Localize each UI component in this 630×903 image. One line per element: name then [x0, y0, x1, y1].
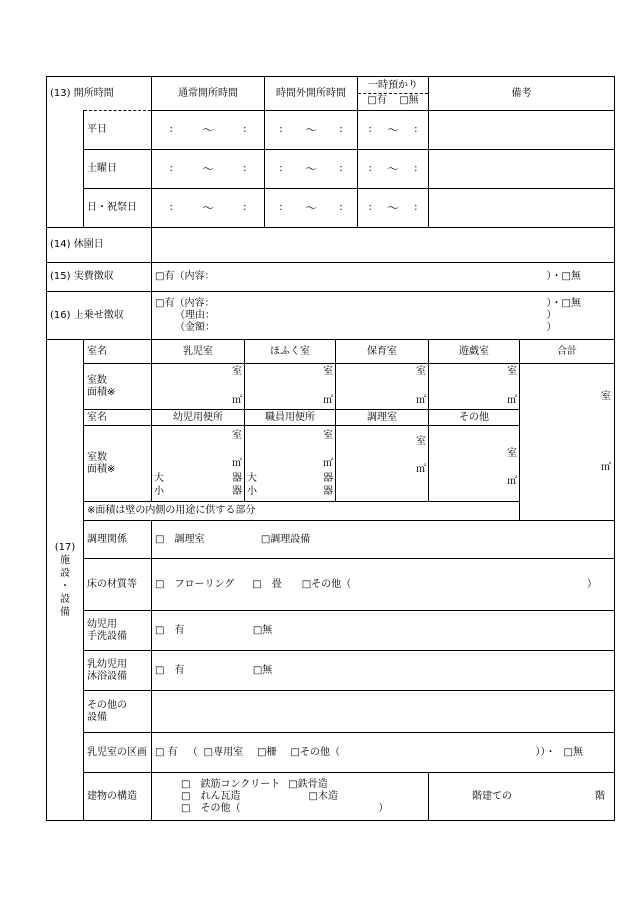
holiday-normal-time[interactable]: : ～ :	[152, 189, 265, 228]
col-temporary-care	[358, 77, 429, 111]
section-15-label: (15) 実費徴収	[47, 263, 152, 292]
structure-other-checkbox[interactable]: □ その他（	[181, 802, 241, 814]
room-staff-toilet: 職員用便所	[245, 410, 336, 426]
row-holiday-label: 日・祝祭日	[84, 189, 152, 228]
section-17-label: (17) 施 設 ・ 設 備	[47, 340, 84, 821]
saturday-normal-time[interactable]: : ～ :	[152, 150, 265, 189]
floor-other-checkbox[interactable]: □その他（	[301, 578, 352, 590]
col-remarks: 備考	[429, 77, 615, 111]
infant-room-other-checkbox[interactable]: □その他（	[290, 746, 340, 758]
handwash-field	[152, 611, 615, 651]
bath-no-checkbox[interactable]: □無	[252, 664, 273, 676]
infant-room-fence-checkbox[interactable]: □柵	[257, 746, 277, 758]
weekday-after-time[interactable]: : ～ :	[265, 111, 358, 150]
infant-room-dedicated-checkbox[interactable]: □専用室	[203, 746, 244, 758]
structure-field: □ 鉄筋コンクリート □鉄骨造 □ れん瓦造 □木造 □ その他（ ）	[152, 773, 429, 821]
floor-flooring-checkbox[interactable]: □ フローリング	[155, 578, 235, 590]
holiday-after-time[interactable]: : ～ :	[265, 189, 358, 228]
col-normal-hours: 通常開所時間	[152, 77, 265, 111]
room-infant: 乳児室	[152, 340, 245, 364]
floor-label: 床の材質等	[84, 559, 152, 611]
handwash-no-checkbox[interactable]: □無	[252, 624, 273, 636]
handwash-label: 幼児用 手洗設備	[84, 611, 152, 651]
floors-field[interactable]: 階建ての 階	[429, 773, 615, 821]
col-after-hours: 時間外開所時間	[265, 77, 358, 111]
actual-cost-no[interactable]: ）・□無	[546, 271, 581, 282]
total-count-area[interactable]: 室 ㎡	[520, 364, 615, 521]
infant-room-no-checkbox[interactable]: □無	[563, 746, 583, 758]
floor-tatami-checkbox[interactable]: □ 畳	[252, 578, 282, 590]
staff-toilet-count-area[interactable]: 室 ㎡ 大 器 小 器	[245, 426, 336, 502]
facility-form-table	[46, 76, 615, 821]
count-area-label-2: 室数 面積※	[84, 426, 152, 502]
holiday-remarks[interactable]	[429, 189, 615, 228]
weekday-normal-time[interactable]: : ～ :	[152, 111, 265, 150]
saturday-temp-time[interactable]: : ～ :	[358, 150, 429, 189]
nursery-count-area[interactable]: 室 ㎡	[336, 364, 429, 410]
floor-field: □ フローリング □ 畳 □その他（ ）	[152, 559, 615, 611]
cooking-label: 調理関係	[84, 521, 152, 559]
count-area-label: 室数 面積※	[84, 364, 152, 410]
extra-fee-amount[interactable]: （金額：	[175, 321, 215, 333]
cooking-kitchen-checkbox[interactable]: □ 調理室	[155, 533, 205, 545]
structure-steel-checkbox[interactable]: □鉄骨造	[288, 778, 328, 790]
section-14-label: (14) 休園日	[47, 228, 152, 263]
structure-wood-checkbox[interactable]: □木造	[308, 790, 338, 802]
playroom-count-area[interactable]: 室 ㎡	[429, 364, 520, 410]
child-toilet-count-area[interactable]: 室 ㎡ 大 器 小 器	[152, 426, 245, 502]
infant-room-division-label: 乳児室の区画	[84, 733, 152, 773]
other-equipment-field[interactable]	[152, 691, 615, 733]
structure-brick-checkbox[interactable]: □ れん瓦造	[181, 790, 241, 802]
extra-fee-content[interactable]: □有（内容：	[155, 297, 215, 309]
bath-field	[152, 651, 615, 691]
other-room-count-area[interactable]: 室 ㎡	[429, 426, 520, 502]
saturday-remarks[interactable]	[429, 150, 615, 189]
room-playroom: 遊戯室	[429, 340, 520, 364]
crawling-count-area[interactable]: 室 ㎡	[245, 364, 336, 410]
temporary-care-yes[interactable]: □有	[367, 95, 387, 106]
cooking-equipment-checkbox[interactable]: □調理設備	[260, 533, 311, 545]
area-note: ※面積は壁の内側の用途に供する部分	[84, 502, 615, 521]
actual-cost-yes[interactable]: □有（内容：	[155, 271, 215, 282]
section-13-label: (13) 開所時間	[47, 77, 152, 111]
infant-room-division-field: □ 有 （ □専用室 □柵 □その他（ ））・ □無	[152, 733, 615, 773]
structure-label: 建物の構造	[84, 773, 152, 821]
bath-yes-checkbox[interactable]: □ 有	[155, 664, 185, 676]
room-name-label: 室名	[84, 340, 152, 364]
row-saturday-label: 土曜日	[84, 150, 152, 189]
closed-days-field[interactable]	[152, 228, 615, 263]
infant-count-area[interactable]: 室 ㎡	[152, 364, 245, 410]
weekday-temp-time[interactable]: : ～ :	[358, 111, 429, 150]
room-name-label-2: 室名	[84, 410, 152, 426]
actual-cost-field[interactable]	[152, 263, 615, 292]
room-kitchen: 調理室	[336, 410, 429, 426]
temporary-care-title: 一時預かり	[358, 79, 428, 94]
handwash-yes-checkbox[interactable]: □ 有	[155, 624, 185, 636]
room-child-toilet: 幼児用便所	[152, 410, 245, 426]
temporary-care-no[interactable]: □無	[399, 95, 419, 106]
extra-fee-no[interactable]: ）・□無	[546, 297, 581, 309]
extra-fee-reason[interactable]: （理由：	[175, 309, 215, 321]
extra-fee-field[interactable]: □有（内容： （理由： （金額： ）・□無 ） ）	[152, 292, 615, 340]
room-total: 合計	[520, 340, 615, 364]
kitchen-count-area[interactable]: 室 ㎡	[336, 426, 429, 502]
other-equipment-label: その他の 設備	[84, 691, 152, 733]
row-weekday-label: 平日	[84, 111, 152, 150]
room-other: その他	[429, 410, 520, 426]
holiday-temp-time[interactable]: : ～ :	[358, 189, 429, 228]
cooking-field	[152, 521, 615, 559]
structure-rc-checkbox[interactable]: □ 鉄筋コンクリート	[181, 778, 281, 790]
section-16-label: (16) 上乗せ徴収	[47, 292, 152, 340]
saturday-after-time[interactable]: : ～ :	[265, 150, 358, 189]
room-crawling: ほふく室	[245, 340, 336, 364]
infant-room-yes-checkbox[interactable]: □ 有	[155, 746, 178, 758]
room-nursery: 保育室	[336, 340, 429, 364]
weekday-remarks[interactable]	[429, 111, 615, 150]
bath-label: 乳幼児用 沐浴設備	[84, 651, 152, 691]
